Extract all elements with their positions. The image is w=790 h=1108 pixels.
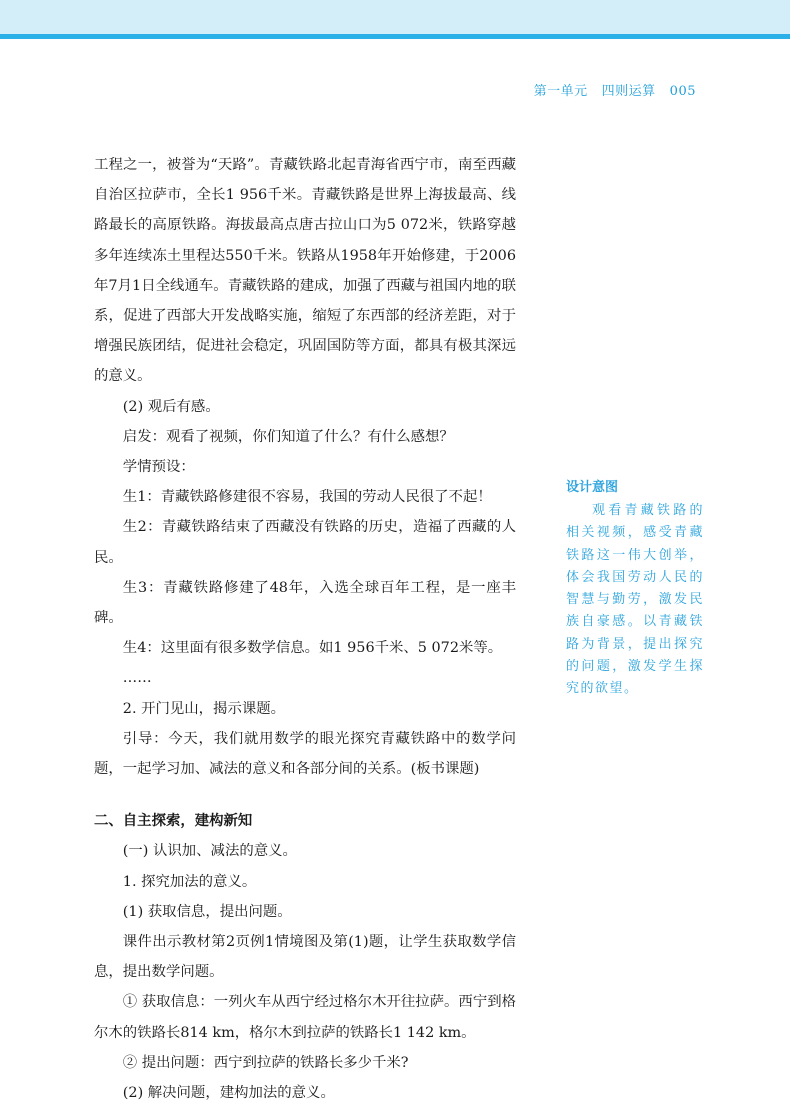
topic-label: 四则运算: [601, 84, 656, 99]
main-content: [94, 150, 516, 1108]
intro-paragraph: 工程之一，被誉为“天路”。青藏铁路北起青海省西宁市，南至西藏自治区拉萨市，全长1 956千米。青藏铁路是世界上海拔最高、线路最长的高原铁路。海拔最高点唐古拉山口为5 072米，铁路穿越多年连续冻土里程达550千米。铁路从1958年开始修建，于2006年7月1日全线通车。青藏铁路的建成，加强了西藏与祖国内地的联系，促进了西部大开发战略实施，缩短了东西部的经济差距，对于增强民族团结，促进社会稳定，巩固国防等方面，都具有极其深远的意义。: [94, 157, 516, 385]
student-2-answer: 生2：青藏铁路结束了西藏没有铁路的历史，造福了西藏的人民。: [94, 519, 516, 566]
sidebar-text: 观看青藏铁路的相关视频，感受青藏铁路这一伟大创举，体会我国劳动人民的智慧与勤劳，激发民族自豪感。以青藏铁路为背景，提出探究的问题，激发学生探究的欲望。: [566, 503, 704, 697]
info-1-text: ① 获取信息：一列火车从西宁经过格尔木开往拉萨。西宁到格尔木的铁路长814 km，格尔木到拉萨的铁路长1 142 km。: [94, 994, 516, 1041]
page-number: 005: [669, 84, 696, 99]
unit-label: 第一单元: [533, 84, 588, 99]
running-head: [534, 80, 696, 99]
header-band: [0, 0, 790, 34]
preset-label: 学情预设：: [122, 459, 195, 476]
info-2-text: ② 提出问题：西宁到拉萨的铁路长多少千米?: [122, 1054, 409, 1071]
solve-text: (2) 解决问题，建构加法的意义。: [122, 1085, 335, 1102]
subsection-1: (一) 认识加、减法的意义。: [122, 843, 297, 860]
step-2-label: (2) 观后有感。: [122, 398, 220, 415]
section-gap: [94, 784, 516, 806]
student-3-answer: 生3：青藏铁路修建了48年，入选全球百年工程，是一座丰碑。: [94, 579, 516, 627]
header-rule: [0, 34, 790, 39]
student-1-answer: 生1：青藏铁路修建很不容易，我国的劳动人民很了不起！: [122, 489, 492, 506]
ellipsis: ……: [122, 670, 152, 687]
subsection-1-1-1: (1) 获取信息，提出问题。: [122, 903, 292, 920]
student-4-answer: 生4：这里面有很多数学信息。如1 956千米、5 072米等。: [122, 640, 503, 657]
subsection-1-1: 1. 探究加法的意义。: [122, 873, 257, 890]
inspire-text: 启发：观看了视频，你们知道了什么？有什么感想？: [122, 428, 454, 445]
design-intent-sidebar: [566, 476, 704, 701]
open-label: 2. 开门见山，揭示课题。: [122, 700, 286, 717]
guide-text: 引导：今天，我们就用数学的眼光探究青藏铁路中的数学问题，一起学习加、减法的意义和各部分间的关系。(板书课题): [94, 730, 516, 778]
courseware-text: 课件出示教材第2页例1情境图及第(1)题，让学生获取数学信息，提出数学问题。: [94, 934, 516, 981]
section-2-title: 二、自主探索，建构新知: [94, 812, 253, 830]
sidebar-title: 设计意图: [566, 480, 619, 495]
